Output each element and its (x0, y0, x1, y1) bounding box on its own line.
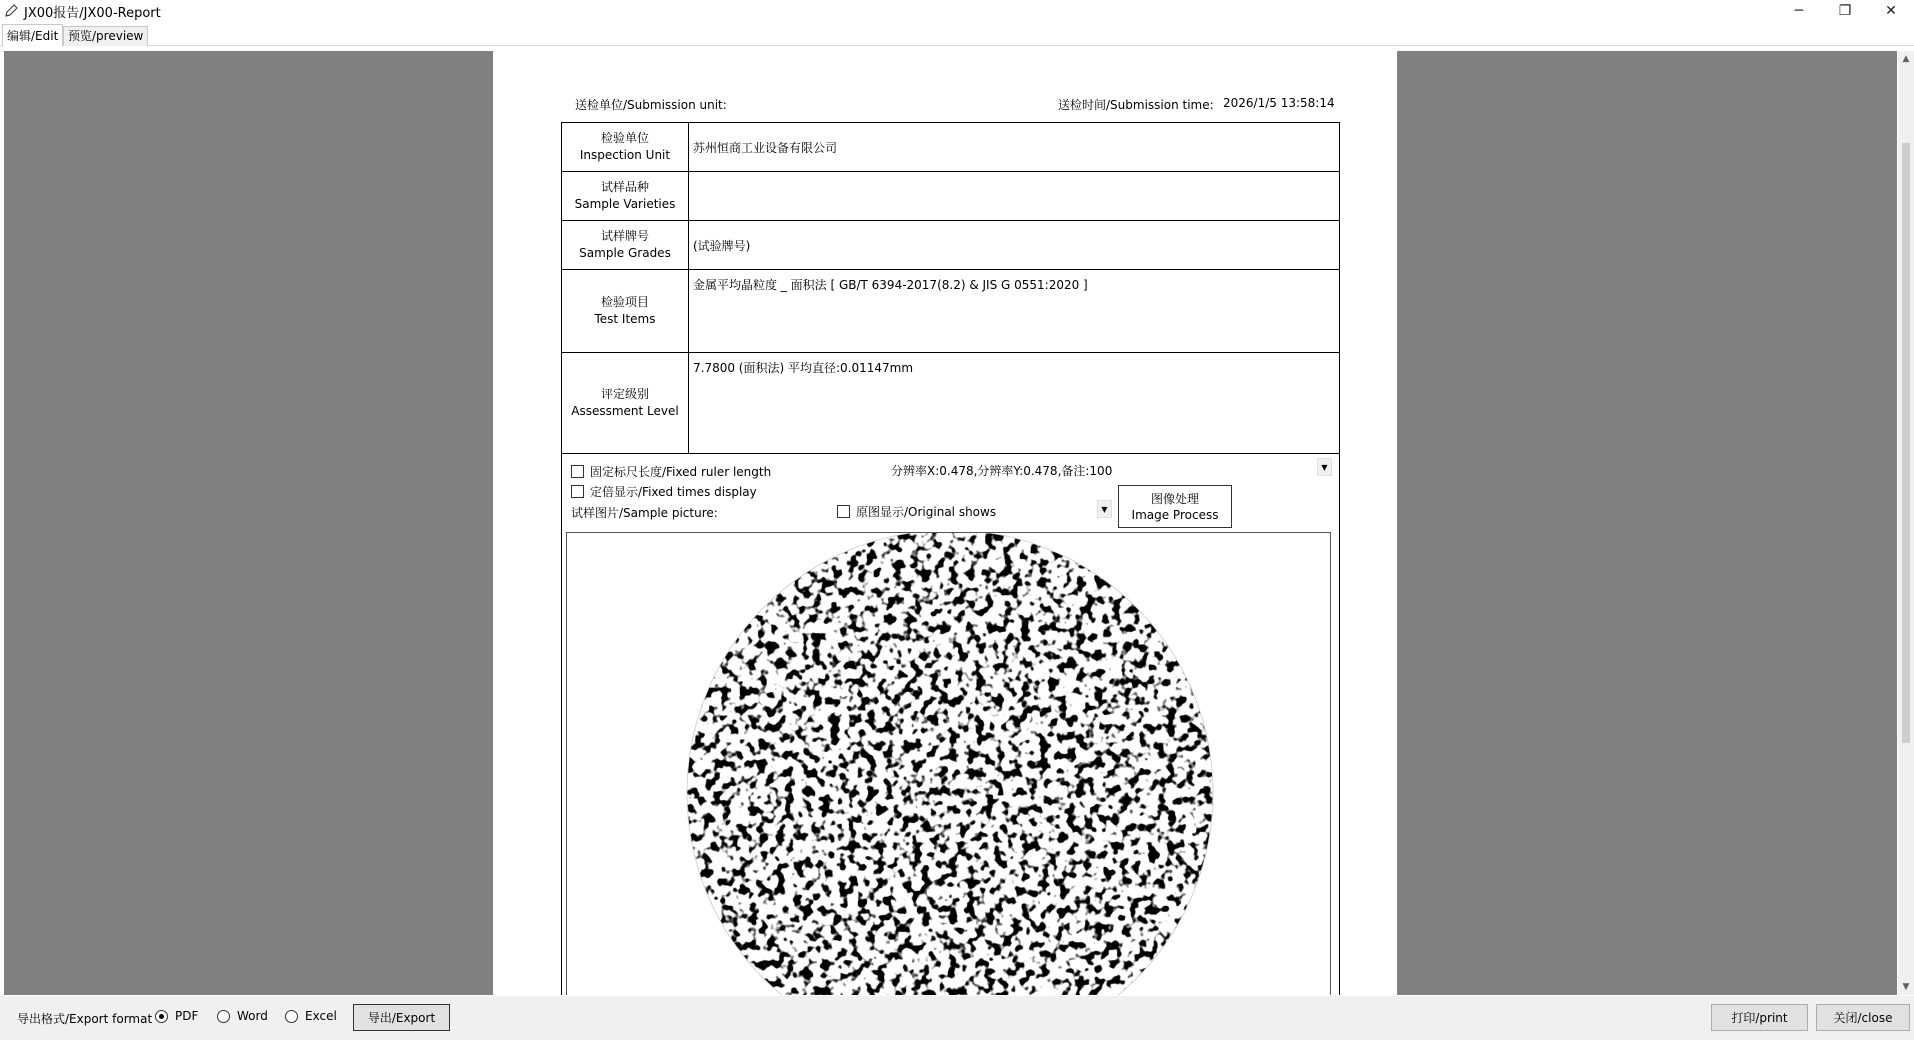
export-button[interactable]: 导出/Export (353, 1004, 450, 1031)
maximize-button[interactable]: ❐ (1838, 3, 1852, 19)
tab-preview[interactable]: 预览/preview (63, 26, 148, 46)
radio-dot[interactable] (217, 1010, 230, 1023)
format-radio-word[interactable]: Word (217, 1009, 268, 1023)
report-page (493, 51, 1397, 995)
format-radio-pdf[interactable]: PDF (155, 1009, 198, 1023)
checkbox-box[interactable] (571, 465, 584, 478)
sample-grades-label: 试样牌号 Sample Grades (562, 221, 689, 270)
report-table (561, 122, 1340, 454)
report-viewer (4, 51, 1897, 995)
inspection-unit-label: 检验单位 Inspection Unit (562, 123, 689, 172)
grain-structure-image (567, 533, 1331, 995)
scroll-up-arrow-icon[interactable]: ▲ (1902, 54, 1910, 64)
sample-grades-value[interactable]: (试验牌号) (689, 221, 1340, 270)
checkbox-box[interactable] (571, 485, 584, 498)
test-items-value[interactable]: 金属平均晶粒度 _ 面积法 [ GB/T 6394-2017(8.2) & JIS G 0551:2020 ] (689, 270, 1340, 353)
sample-picture (566, 532, 1331, 995)
print-button[interactable]: 打印/print (1711, 1004, 1808, 1031)
report-pen-icon (4, 4, 18, 18)
assessment-level-value[interactable]: 7.7800 (面积法) 平均直径:0.01147mm (689, 353, 1340, 454)
tab-edit[interactable]: 编辑/Edit (2, 24, 63, 46)
sample-varieties-label: 试样品种 Sample Varieties (562, 172, 689, 221)
scrollbar-thumb[interactable] (1902, 143, 1910, 743)
image-options-panel (561, 454, 1340, 995)
minimize-button[interactable]: ─ (1794, 3, 1804, 19)
checkbox-box[interactable] (837, 505, 850, 518)
image-process-button[interactable]: 图像处理 Image Process (1118, 485, 1232, 528)
title-bar (0, 0, 1914, 22)
vertical-scrollbar[interactable] (1898, 51, 1914, 995)
test-items-label: 检验项目 Test Items (562, 270, 689, 353)
fixed-ruler-checkbox[interactable]: 固定标尺长度/Fixed ruler length (571, 463, 771, 480)
chevron-down-icon[interactable]: ▼ (1097, 500, 1112, 518)
sample-varieties-value[interactable] (689, 172, 1340, 221)
window-title: JX00报告/JX00-Report (24, 5, 161, 21)
submission-time-value: 2026/1/5 13:58:14 (1223, 96, 1335, 110)
export-format-label: 导出格式/Export format (17, 1012, 153, 1026)
sample-picture-label: 试样图片/Sample picture: (571, 506, 718, 520)
fixed-times-checkbox[interactable]: 定倍显示/Fixed times display (571, 483, 757, 500)
resolution-text: 分辨率X:0.478,分辨率Y:0.478,备注:100 (891, 464, 1113, 478)
bottom-toolbar (0, 996, 1914, 1040)
close-button[interactable]: 关闭/close (1816, 1004, 1910, 1031)
assessment-level-label: 评定级别 Assessment Level (562, 353, 689, 454)
submission-unit-label: 送检单位/Submission unit: (575, 98, 727, 112)
inspection-unit-value[interactable]: 苏州恒商工业设备有限公司 (689, 123, 1340, 172)
radio-dot[interactable] (155, 1010, 168, 1023)
submission-time-label: 送检时间/Submission time: (1058, 98, 1214, 112)
format-radio-excel[interactable]: Excel (285, 1009, 337, 1023)
close-window-button[interactable]: ✕ (1885, 3, 1897, 19)
chevron-down-icon[interactable]: ▼ (1317, 458, 1332, 476)
scroll-down-arrow-icon[interactable]: ▼ (1902, 982, 1910, 992)
radio-dot[interactable] (285, 1010, 298, 1023)
tab-bar (0, 24, 1914, 46)
original-shows-checkbox[interactable]: 原图显示/Original shows (837, 503, 996, 520)
